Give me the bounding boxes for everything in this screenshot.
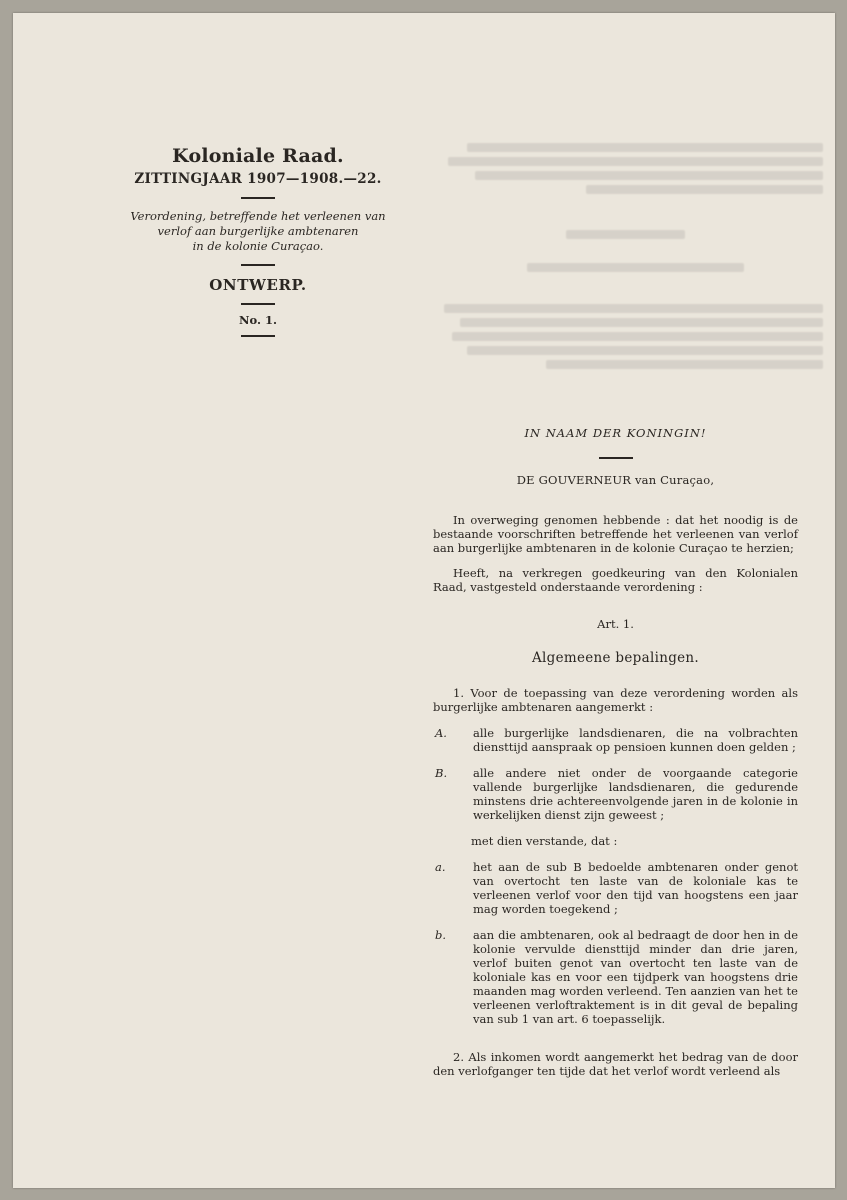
section-1-intro: 1. Voor de toepassing van deze verordening worden als burgerlijke ambtenaren aangemerkt : <box>433 686 798 714</box>
subject <box>113 209 403 254</box>
article-heading: Algemeene bepalingen. <box>531 650 700 666</box>
proviso: met dien verstande, dat : <box>471 834 618 848</box>
divider <box>599 457 633 459</box>
item-label: a. <box>435 860 446 874</box>
item-text: aan die ambtenaren, ook al bedraagt de door hen in de kolonie vervulde diensttijd minder dan drie jaren, verlof buiten genot van overtocht ten laste van de koloniale kas en voor een tijdperk van hoogstens drie maanden mag worden verleend. Ten aanzien van het te verleenen verloftraktement is in dit geval de bepaling van sub 1 van art. 6 toepasselijk. <box>473 928 798 1026</box>
recital-1: In overweging genomen hebbende : dat het noodig is de bestaande voorschriften betreffende het verleenen van verlof aan burgerlijke ambtenaren in de kolonie Curaçao te herzien; <box>433 513 798 555</box>
item-label: A. <box>435 726 447 740</box>
divider <box>241 303 275 305</box>
divider <box>241 264 275 266</box>
item-label: B. <box>435 766 448 780</box>
subject-line: in de kolonie Curaçao. <box>192 239 324 253</box>
ordinance-body <box>433 426 798 1078</box>
subject-line: Verordening, betreffende het verleenen van <box>130 209 386 223</box>
document-number: No. 1. <box>239 313 277 327</box>
item-label: b. <box>435 928 447 942</box>
invocation: IN NAAM DER KONINGIN! <box>524 426 707 440</box>
council-title: Koloniale Raad. <box>172 145 344 167</box>
draft-label: ONTWERP. <box>209 276 307 294</box>
governor-line: DE GOUVERNEUR van Curaçao, <box>516 473 715 487</box>
recital-2: Heeft, na verkregen goedkeuring van den Kolonialen Raad, vastgesteld onderstaande verordening : <box>433 566 798 594</box>
list-item <box>433 726 798 754</box>
item-text: alle burgerlijke landsdienaren, die na volbrachten diensttijd aanspraak op pensioen kunnen doen gelden ; <box>473 726 798 754</box>
item-text: het aan de sub B bedoelde ambtenaren onder genot van overtocht ten laste van de koloniale kas te verleenen verlof voor den tijd van hoogstens een jaar mag worden toegekend ; <box>473 860 798 916</box>
list-item <box>433 928 798 1026</box>
subject-line: verlof aan burgerlijke ambtenaren <box>157 224 359 238</box>
section-2-start: 2. Als inkomen wordt aangemerkt het bedrag van de door den verlofganger ten tijde dat het verlof wordt verleend als <box>433 1050 798 1078</box>
title-block <box>113 145 403 345</box>
article-number: Art. 1. <box>597 617 634 631</box>
item-text: alle andere niet onder de voorgaande categorie vallende burgerlijke landsdienaren, die gedurende minstens drie achtereenvolgende jaren in de kolonie in werkelijken dienst zijn geweest ; <box>473 766 798 822</box>
divider <box>241 197 275 199</box>
list-item <box>433 860 798 916</box>
bleed-through-text <box>428 138 823 374</box>
list-item <box>433 766 798 822</box>
divider <box>241 335 275 337</box>
document-page <box>13 13 835 1188</box>
session-year: ZITTINGJAAR 1907—1908.—22. <box>134 171 382 187</box>
